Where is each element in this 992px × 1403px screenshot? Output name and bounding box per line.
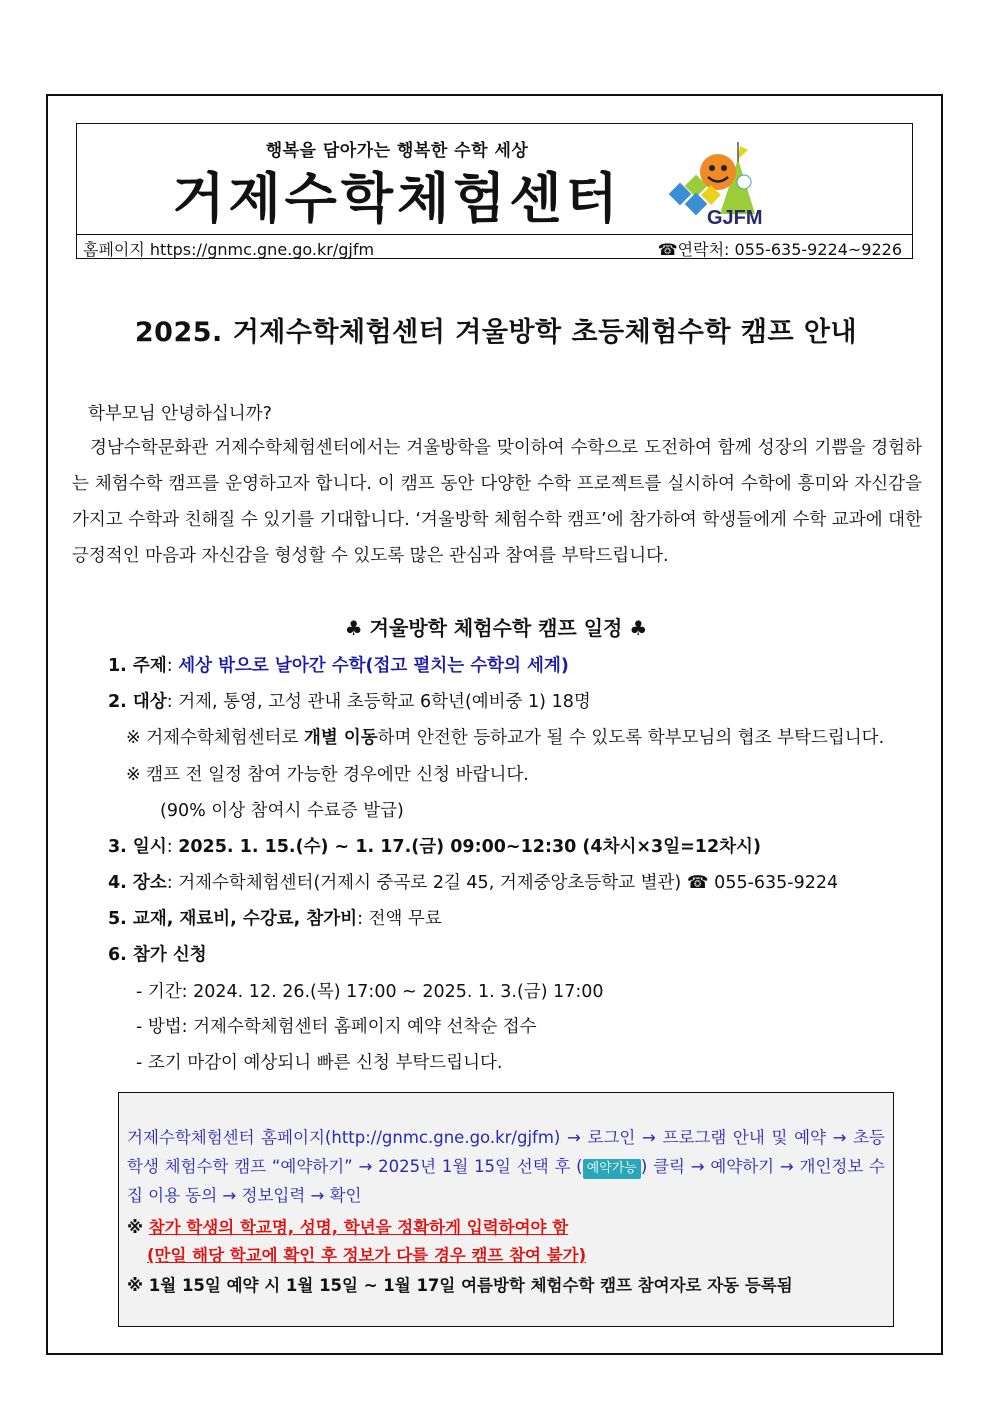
intro-paragraph: 경남수학문화관 거제수학체험센터에서는 겨울방학을 맞이하여 수학으로 도전하여 함께 성장의 기쁨을 경험하는 체험수학 캠프를 운영하고자 합니다. 이 캠프 동안 다양한 수학 프로젝트를 실시하여 수학에 흥미와 자신감을 가지고 수학과 친해질 수 있기를 기대합니다. ‘겨울방학 체험수학 캠프’에 참가하여 학생들에게 수학 교과에 대한 긍정적인 마음과 자신감을 형성할 수 있도록 많은 관심과 참여를 부탁드립니다. [72, 438, 922, 566]
apply-label: 6. 참가 신청 [108, 945, 207, 965]
fee-item: 5. 교재, 재료비, 수강료, 참가비: 전액 무료 [108, 909, 442, 929]
apply-method: - 방법: 거제수학체험센터 홈페이지 예약 선착순 접수 [136, 1017, 537, 1037]
input-warning: ※ 참가 학생의 학교명, 성명, 학년을 정확하게 입력하여야 함 [127, 1218, 569, 1237]
topic-value: 세상 밖으로 날아간 수학(접고 펼치는 수학의 세계) [178, 656, 569, 676]
reservation-info-box [118, 1092, 894, 1327]
document-title: 2025. 거제수학체험센터 겨울방학 초등체험수학 캠프 안내 [134, 317, 858, 348]
svg-text:GJFM: GJFM [707, 207, 763, 229]
slogan: 행복을 담아가는 행복한 수학 세상 [265, 141, 529, 161]
date-item: 3. 일시: 2025. 1. 15.(수) ~ 1. 17.(금) 09:00~12:30 (4차시×3일=12차시) [108, 837, 761, 857]
gjfm-logo-icon [660, 134, 780, 229]
contact-number: ☎연락처: 055-635-9224~9226 [657, 240, 902, 259]
reservation-steps: 거제수학체험센터 홈페이지(http://gnmc.gne.go.kr/gjfm) → 로그인 → 프로그램 안내 및 예약 → 초등학생 체험수학 캠프 “예약하기” → 2025년 1월 15일 선택 후 ( 예약가능 ) 클릭 → 예약하기 → 개인정보 수집 이용 동의 → 정보입력 → 확인 [127, 1128, 885, 1205]
fee-value: 전액 무료 [368, 909, 442, 929]
transport-note: ※ 거제수학체험센터로 개별 이동하며 안전한 등하교가 될 수 있도록 학부모님의 협조 부탁드립니다. [126, 728, 885, 748]
header-divider [77, 234, 912, 235]
target-item: 2. 대상: 거제, 통영, 고성 관내 초등학교 6학년(예비중 1) 18명 [108, 692, 591, 712]
greeting: 학부모님 안녕하십니까? [88, 404, 272, 424]
target-value: 거제, 통영, 고성 관내 초등학교 6학년(예비중 1) 18명 [178, 692, 591, 712]
date-value: 2025. 1. 15.(수) ~ 1. 17.(금) 09:00~12:30 (4차시×3일=12차시) [178, 837, 761, 857]
place-label: 4. 장소 [108, 873, 167, 893]
early-close-note: - 조기 마감이 예상되니 빠른 신청 부탁드립니다. [136, 1053, 503, 1073]
topic-item: 1. 주제: 세상 밖으로 날아간 수학(접고 펼치는 수학의 세계) [108, 656, 569, 676]
reservation-available-badge: 예약가능 [583, 1159, 641, 1179]
letterhead [76, 123, 913, 259]
fee-label: 5. 교재, 재료비, 수강료, 참가비 [108, 909, 358, 929]
topic-label: 1. 주제 [108, 656, 167, 676]
attendance-note: ※ 캠프 전 일정 참여 가능한 경우에만 신청 바랍니다. [126, 765, 529, 785]
input-warning-detail: (만일 해당 학교에 확인 후 정보가 다를 경우 캠프 참여 불가) [147, 1246, 587, 1265]
target-label: 2. 대상 [108, 692, 167, 712]
apply-period: - 기간: 2024. 12. 26.(목) 17:00 ~ 2025. 1. 3.(금) 17:00 [136, 982, 604, 1002]
place-item: 4. 장소: 거제수학체험센터(거제시 중곡로 2길 45, 거제중앙초등학교 별관) ☎ 055-635-9224 [108, 873, 839, 893]
schedule-title: ♣ 겨울방학 체험수학 캠프 일정 ♣ [344, 616, 648, 640]
date-label: 3. 일시 [108, 837, 167, 857]
homepage-url[interactable]: 홈페이지 https://gnmc.gne.go.kr/gjfm [83, 240, 375, 259]
auto-registration-note: ※ 1월 15일 예약 시 1월 15일 ~ 1월 17일 여름방학 체험수학 캠프 참여자로 자동 등록됨 [127, 1276, 793, 1295]
center-name: 거제수학체험센터 [172, 167, 622, 230]
certificate-note: (90% 이상 참여시 수료증 발급) [160, 801, 404, 821]
place-value: 거제수학체험센터(거제시 중곡로 2길 45, 거제중앙초등학교 별관) ☎ 055-635-9224 [178, 873, 839, 893]
